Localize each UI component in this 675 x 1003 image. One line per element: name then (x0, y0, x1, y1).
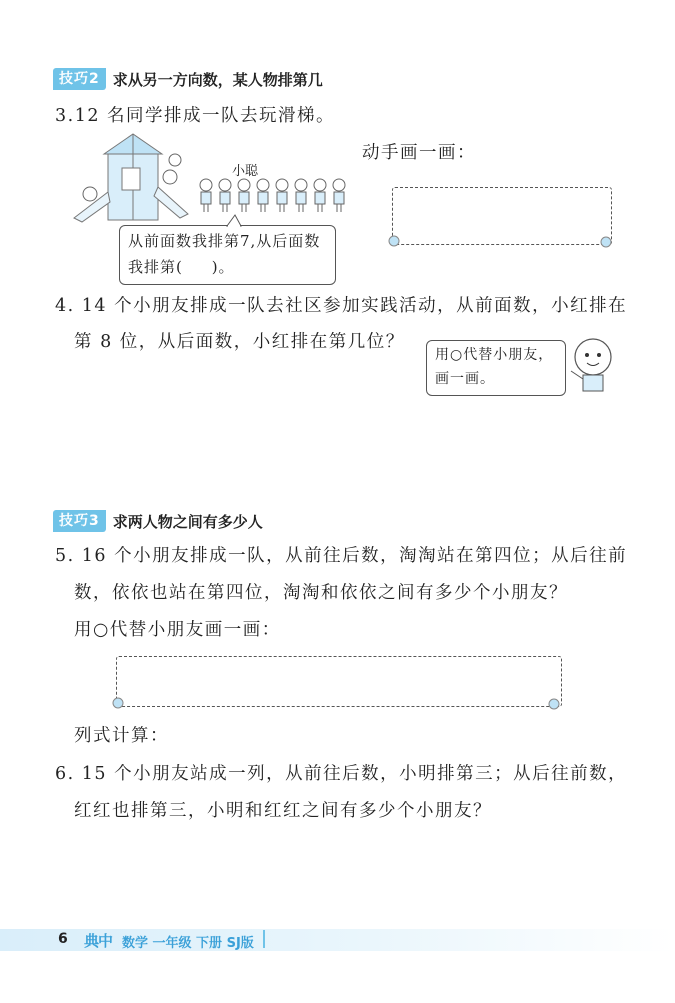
section-badge: 技巧3 (53, 510, 106, 532)
box-decoration (108, 694, 568, 712)
question-6-line-1: 6. 15 个小朋友站成一列，从前往后数，小明排第三；从后往前数， (55, 764, 628, 784)
bubble-line-1: 从前面数我排第7,从后面数 (128, 232, 321, 250)
question-5-line-2: 数，依依也站在第四位，淘淘和依依之间有多少个小朋友？ (74, 583, 568, 603)
draw-label-q5: 用○代替小朋友画一画： (74, 620, 281, 640)
calc-label-q5: 列式计算： (74, 726, 169, 746)
speech-bubble (119, 225, 336, 285)
box-decoration (384, 232, 624, 250)
section-badge: 技巧2 (53, 68, 106, 90)
section-header-2 (53, 68, 323, 90)
bubble-tail (225, 214, 245, 227)
question-5-line-1: 5. 16 个小朋友排成一队，从前往后数，淘淘站在第四位；从后往前 (55, 546, 628, 566)
footer-divider (263, 930, 265, 948)
children-row (198, 176, 358, 216)
hint-bubble (426, 340, 566, 396)
hint-line-2: 画一画。 (435, 371, 495, 387)
cartoon-character (563, 335, 625, 397)
bubble-line-2: 我排第( )。 (128, 258, 235, 276)
question-4-line-1: 4. 14 个小朋友排成一队去社区参加实践活动，从前面数，小红排在 (55, 296, 628, 316)
section-header-3 (53, 510, 263, 532)
name-label-xiaocong: 小聪 (232, 164, 259, 179)
question-6-line-2: 红红也排第三，小明和红红之间有多少个小朋友？ (74, 801, 492, 821)
question-4-line-2: 第 8 位，从后面数，小红排在第几位？ (74, 332, 405, 352)
hint-line-1: 用○代替小朋友， (435, 347, 554, 363)
slide-illustration (70, 132, 195, 227)
question-3-text: 3.12 名同学排成一队去玩滑梯。 (55, 106, 336, 126)
draw-label: 动手画一画： (362, 143, 476, 163)
footer-book-title: 数学 一年级 下册 SJ版 (122, 936, 254, 951)
page-number: 6 (58, 931, 68, 947)
section-title: 求两人物之间有多少人 (112, 512, 263, 531)
section-title: 求从另一方向数，某人物排第几 (112, 70, 323, 89)
brand-logo: 典中 (84, 932, 113, 950)
